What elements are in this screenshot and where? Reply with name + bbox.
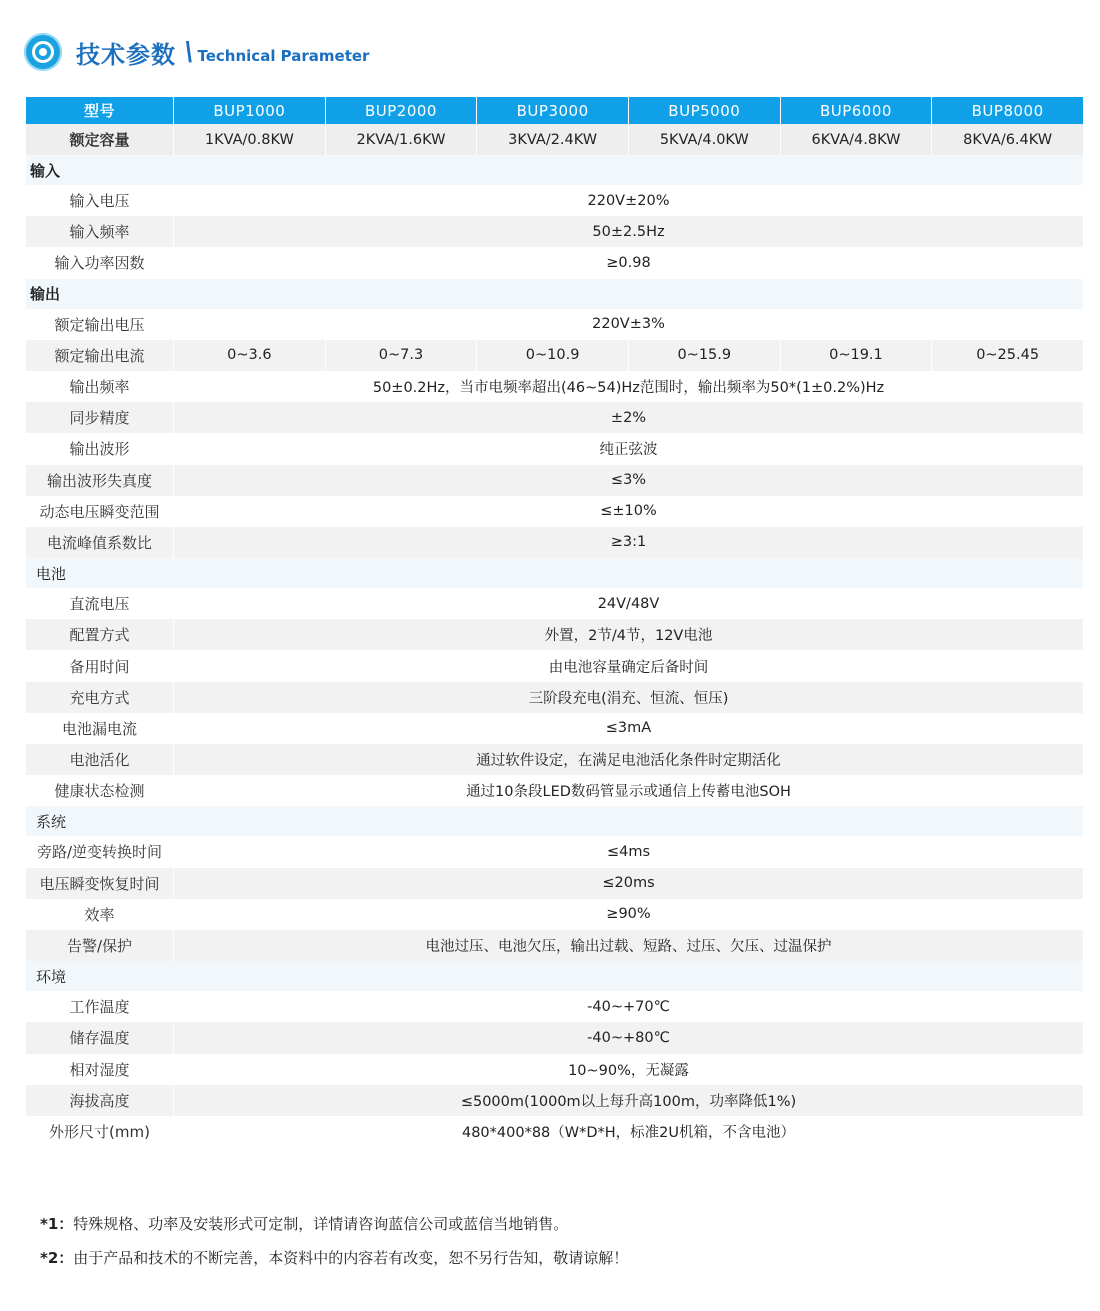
- row-value: ≤3mA: [174, 713, 1084, 744]
- row-label: 输出波形: [26, 433, 174, 464]
- table-row: [26, 247, 1084, 278]
- spec-table: [26, 97, 1084, 1147]
- section-title: 电池: [26, 558, 1084, 588]
- row-value: 通过10条段LED数码管显示或通信上传蓄电池SOH: [174, 775, 1084, 806]
- row-label: 输入功率因数: [26, 247, 174, 278]
- row-value: 220V±3%: [174, 309, 1084, 340]
- row-label: 额定输出电压: [26, 309, 174, 340]
- model-name: BUP5000: [629, 97, 781, 124]
- row-label: 直流电压: [26, 588, 174, 619]
- row-label: 外形尺寸(mm): [26, 1116, 174, 1147]
- row-label: 电池漏电流: [26, 713, 174, 744]
- row-label: 电压瞬变恢复时间: [26, 868, 174, 899]
- row-value: ≤3%: [174, 465, 1084, 496]
- footnote-text: 特殊规格、功率及安装形式可定制，详情请咨询蓝信公司或蓝信当地销售。: [73, 1215, 569, 1233]
- footnote: [40, 1244, 628, 1278]
- page-header: [24, 30, 369, 74]
- rated-value: 2KVA/1.6KW: [326, 124, 478, 155]
- row-value: 三阶段充电(涓充、恒流、恒压): [174, 682, 1084, 713]
- row-value: 纯正弦波: [174, 433, 1084, 464]
- row-value: ≤5000m(1000m以上每升高100m，功率降低1%): [174, 1085, 1084, 1116]
- row-label: 充电方式: [26, 682, 174, 713]
- table-row: [26, 309, 1084, 340]
- model-header-label: 型号: [26, 97, 174, 124]
- row-label: 储存温度: [26, 1022, 174, 1053]
- row-value: 50±0.2Hz，当市电频率超出(46~54)Hz范围时，输出频率为50*(1±0.2%)Hz: [174, 371, 1084, 402]
- table-row: [26, 588, 1084, 619]
- row-value: ≤20ms: [174, 868, 1084, 899]
- row-value: 0~15.9: [629, 340, 781, 371]
- row-value: ≤±10%: [174, 496, 1084, 527]
- footnote-id: *2：: [40, 1249, 74, 1267]
- row-label: 同步精度: [26, 402, 174, 433]
- row-label: 配置方式: [26, 619, 174, 650]
- footnote-id: *1：: [40, 1215, 74, 1233]
- table-row: [26, 402, 1084, 433]
- row-value: 外置，2节/4节，12V电池: [174, 619, 1084, 650]
- row-label: 相对湿度: [26, 1054, 174, 1085]
- table-row: [26, 185, 1084, 216]
- row-label: 输出频率: [26, 371, 174, 402]
- model-name: BUP6000: [781, 97, 933, 124]
- row-value: 10~90%，无凝露: [174, 1054, 1084, 1085]
- row-value: 通过软件设定，在满足电池活化条件时定期活化: [174, 744, 1084, 775]
- table-row: [26, 216, 1084, 247]
- circle-logo-icon: [24, 33, 62, 71]
- table-row: [26, 619, 1084, 650]
- table-row: [26, 465, 1084, 496]
- row-label: 健康状态检测: [26, 775, 174, 806]
- row-value: 0~25.45: [932, 340, 1084, 371]
- rated-value: 3KVA/2.4KW: [477, 124, 629, 155]
- table-row: [26, 371, 1084, 402]
- row-label: 输入频率: [26, 216, 174, 247]
- section-title: 环境: [26, 961, 1084, 991]
- section-header-system: [26, 806, 1084, 836]
- table-row: [26, 1116, 1084, 1147]
- row-value: 0~3.6: [174, 340, 326, 371]
- row-label: 海拔高度: [26, 1085, 174, 1116]
- table-row: [26, 650, 1084, 681]
- table-row: [26, 744, 1084, 775]
- row-label: 额定输出电流: [26, 340, 174, 371]
- row-value: ≥3:1: [174, 527, 1084, 558]
- section-header-battery: [26, 558, 1084, 588]
- row-value: 480*400*88（W*D*H，标准2U机箱，不含电池）: [174, 1116, 1084, 1147]
- row-value: 50±2.5Hz: [174, 216, 1084, 247]
- section-header-input: [26, 155, 1084, 185]
- model-name: BUP3000: [477, 97, 629, 124]
- table-row: [26, 682, 1084, 713]
- table-row: [26, 836, 1084, 867]
- row-value: 0~19.1: [781, 340, 933, 371]
- table-row: [26, 991, 1084, 1022]
- page-subtitle: Technical Parameter: [197, 47, 370, 65]
- row-value: 24V/48V: [174, 588, 1084, 619]
- row-value: 0~10.9: [477, 340, 629, 371]
- table-row: [26, 496, 1084, 527]
- row-value: 电池过压、电池欠压，输出过载、短路、过压、欠压、过温保护: [174, 930, 1084, 961]
- table-row: [26, 1022, 1084, 1053]
- section-title: 输出: [26, 279, 1084, 309]
- section-title: 系统: [26, 806, 1084, 836]
- rated-value: 6KVA/4.8KW: [781, 124, 933, 155]
- row-value: 由电池容量确定后备时间: [174, 650, 1084, 681]
- row-label: 电池活化: [26, 744, 174, 775]
- row-label: 备用时间: [26, 650, 174, 681]
- row-value: ≥90%: [174, 899, 1084, 930]
- row-value: -40~+80℃: [174, 1022, 1084, 1053]
- section-header-environment: [26, 961, 1084, 991]
- row-value: 0~7.3: [326, 340, 478, 371]
- table-row: [26, 1085, 1084, 1116]
- rated-value: 1KVA/0.8KW: [174, 124, 326, 155]
- row-label: 告警/保护: [26, 930, 174, 961]
- row-label: 电流峰值系数比: [26, 527, 174, 558]
- table-row: [26, 527, 1084, 558]
- rated-capacity-row: [26, 124, 1084, 155]
- model-name: BUP8000: [932, 97, 1084, 124]
- table-row: [26, 930, 1084, 961]
- row-value: ≥0.98: [174, 247, 1084, 278]
- table-row: [26, 868, 1084, 899]
- row-value: 220V±20%: [174, 185, 1084, 216]
- table-row: [26, 775, 1084, 806]
- row-label: 效率: [26, 899, 174, 930]
- title-separator: \: [181, 37, 197, 67]
- row-value: ≤4ms: [174, 836, 1084, 867]
- row-label: 工作温度: [26, 991, 174, 1022]
- section-header-output: [26, 279, 1084, 309]
- row-value: ±2%: [174, 402, 1084, 433]
- row-value: -40~+70℃: [174, 991, 1084, 1022]
- footnotes: [40, 1210, 628, 1278]
- row-label: 输入电压: [26, 185, 174, 216]
- model-name: BUP2000: [326, 97, 478, 124]
- row-label: 动态电压瞬变范围: [26, 496, 174, 527]
- table-row: [26, 433, 1084, 464]
- rated-value: 8KVA/6.4KW: [932, 124, 1084, 155]
- model-header-row: [26, 97, 1084, 124]
- table-row: [26, 1054, 1084, 1085]
- row-label: 输出波形失真度: [26, 465, 174, 496]
- model-name: BUP1000: [174, 97, 326, 124]
- rated-value: 5KVA/4.0KW: [629, 124, 781, 155]
- section-title: 输入: [26, 155, 1084, 185]
- table-row: [26, 899, 1084, 930]
- table-row: [26, 713, 1084, 744]
- footnote-text: 由于产品和技术的不断完善，本资料中的内容若有改变，恕不另行告知，敬请谅解！: [73, 1249, 629, 1267]
- footnote: [40, 1210, 628, 1244]
- page-title: 技术参数: [76, 40, 176, 69]
- row-label: 旁路/逆变转换时间: [26, 836, 174, 867]
- table-row: [26, 340, 1084, 371]
- row-label: 额定容量: [26, 124, 174, 155]
